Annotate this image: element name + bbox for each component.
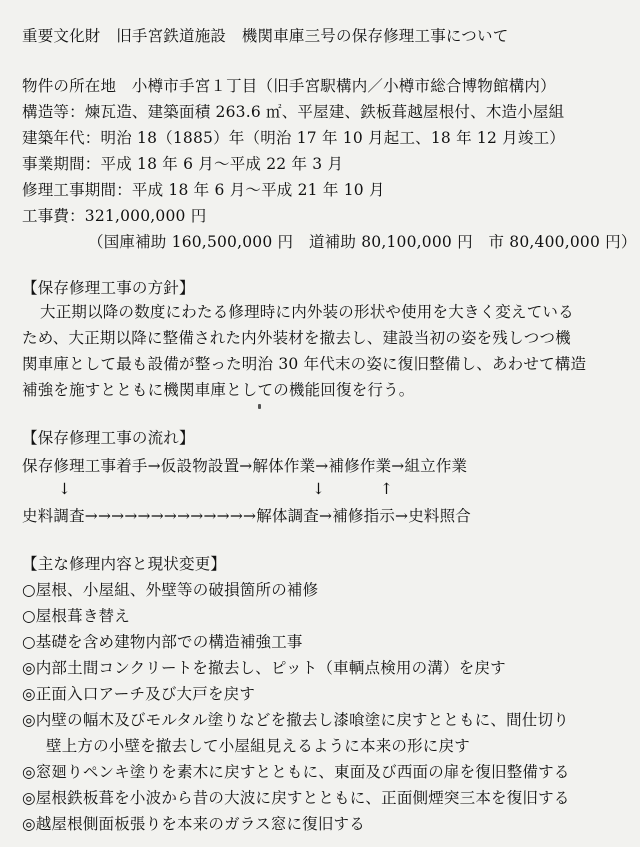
info-cost-breakdown: （国庫補助 160,500,000 円 道補助 80,100,000 円 市 80,400,000 円）: [88, 233, 637, 251]
changes-heading: 【主な修理内容と現状変更】: [22, 555, 227, 573]
info-repair-period: 修理工事期間：平成 18 年 6 月～平成 21 年 10 月: [22, 181, 385, 199]
flow-row-1: 保存修理工事着手→仮設物設置→解体作業→補修作業→組立作業: [22, 457, 468, 475]
info-location: 物件の所在地 小樽市手宮１丁目（旧手宮駅構内／小樽市総合博物館構内）: [22, 77, 556, 95]
info-project-period: 事業期間：平成 18 年 6 月～平成 22 年 3 月: [22, 155, 344, 173]
info-year: 建築年代：明治 18（1885）年（明治 17 年 10 月起工、18 年 12 月竣工）: [22, 129, 565, 147]
flow-row-2: 史料調査→→→→→→→→→→→→→解体調査→補修指示→史料照合: [22, 507, 472, 525]
document-title: 重要文化財 旧手宮鉄道施設 機関車庫三号の保存修理工事について: [22, 27, 509, 45]
policy-heading: 【保存修理工事の方針】: [22, 279, 195, 297]
change-item: ◎内壁の幅木及びモルタル塗りなどを撤去し漆喰塗に戻すとともに、間仕切り: [22, 711, 569, 729]
info-structure: 構造等：煉瓦造、建築面積 263.6 ㎡、平屋建、鉄板葺越屋根付、木造小屋組: [22, 103, 565, 121]
arrow-up-icon: ↑: [380, 480, 393, 498]
policy-line: 補強を施すとともに機関車庫としての機能回復を行う。: [22, 381, 415, 399]
policy-line: 関車庫として最も設備が整った明治 30 年代末の姿に復旧整備し、あわせて構造: [22, 355, 587, 373]
arrow-down-icon: ↓: [312, 480, 325, 498]
change-item-continuation: 壁上方の小壁を撤去して小屋組見えるように本来の形に戻す: [46, 737, 470, 755]
change-item: ○屋根、小屋組、外壁等の破損箇所の補修: [22, 581, 319, 599]
info-cost: 工事費：321,000,000 円: [22, 207, 207, 225]
flow-arrows: [0, 480, 640, 500]
change-item: ◎窓廻りペンキ塗りを素木に戻すとともに、東面及び西面の扉を復旧整備する: [22, 763, 570, 781]
arrow-down-icon: ↓: [58, 480, 71, 498]
change-item: ○屋根葺き替え: [22, 607, 130, 625]
change-item: ◎屋根鉄板葺を小波から昔の大波に戻すとともに、正面側煙突三本を復旧する: [22, 789, 570, 807]
policy-line: 大正期以降の数度にわたる修理時に内外装の形状や使用を大きく変えている: [40, 303, 574, 321]
scan-speck: [258, 404, 261, 409]
policy-line: ため、大正期以降に整備された内外装材を撤去し、建設当初の姿を残しつつ機: [22, 329, 571, 347]
change-item: ○基礎を含め建物内部での構造補強工事: [22, 633, 303, 651]
flow-heading: 【保存修理工事の流れ】: [22, 429, 195, 447]
change-item: ◎正面入口アーチ及び大戸を戻す: [22, 685, 256, 703]
change-item: ◎内部土間コンクリートを撤去し、ピット（車輌点検用の溝）を戻す: [22, 659, 506, 677]
change-item: ◎越屋根側面板張りを本来のガラス窓に復旧する: [22, 815, 365, 833]
